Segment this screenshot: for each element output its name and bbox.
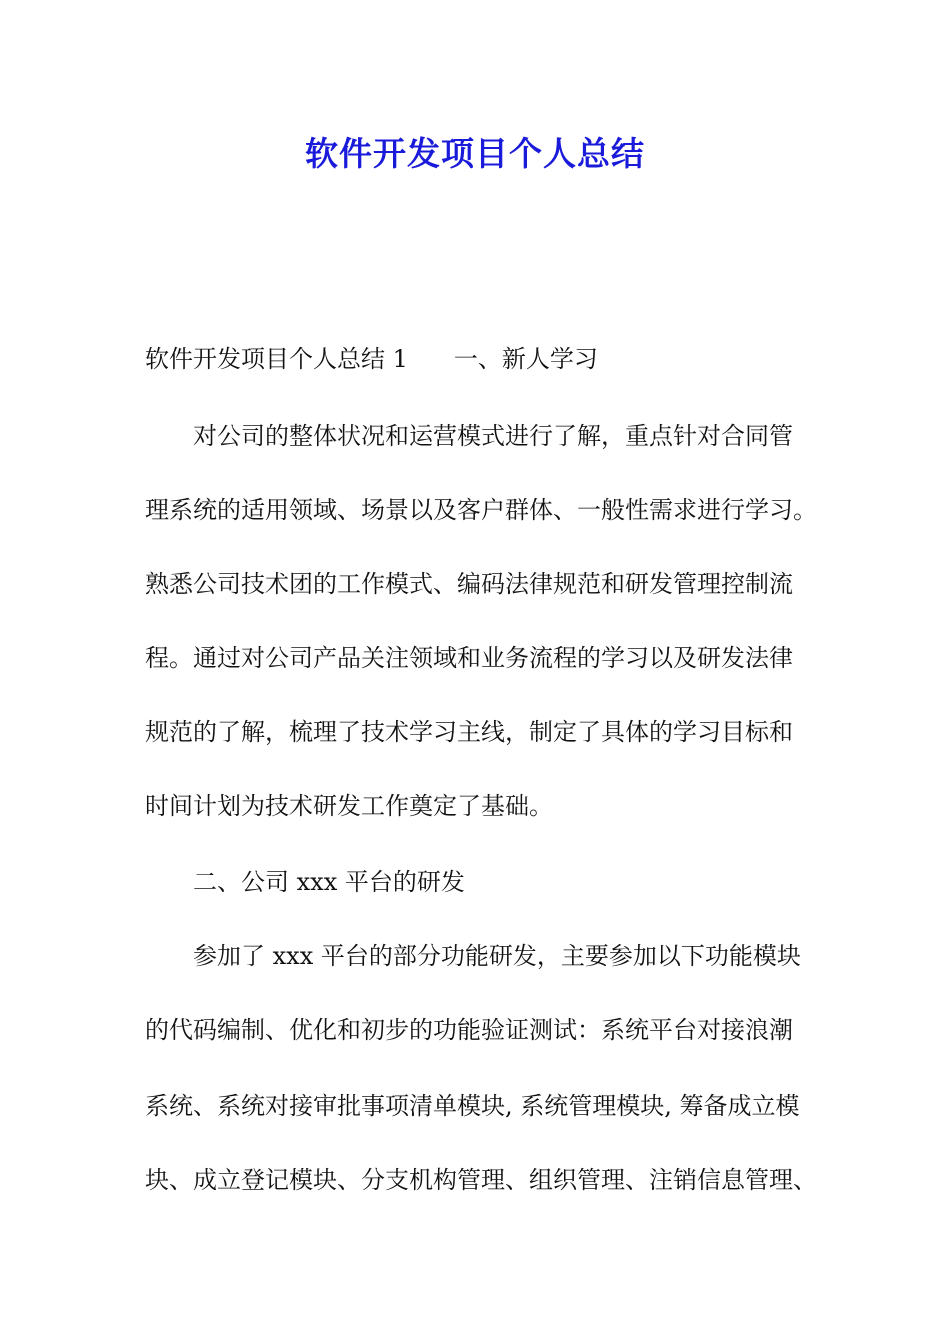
section-heading-2: 二、公司 xxx 平台的研发: [193, 868, 465, 896]
paragraph-line: 理系统的适用领域、场景以及客户群体、一般性需求进行学习。: [145, 496, 817, 524]
section-heading-1: 一、新人学习: [453, 345, 598, 373]
paragraph-line: 对公司的整体状况和运营模式进行了解，重点针对合同管: [193, 422, 793, 450]
paragraph-line: 熟悉公司技术团的工作模式、编码法律规范和研发管理控制流: [145, 570, 793, 598]
paragraph-line: 块、成立登记模块、分支机构管理、组织管理、注销信息管理、: [145, 1166, 817, 1194]
heading-line: [145, 343, 825, 375]
subtitle-label: 软件开发项目个人总结 1: [145, 345, 408, 373]
paragraph-line: 系统、系统对接审批事项清单模块, 系统管理模块, 筹备成立模: [145, 1092, 800, 1120]
document-title: 软件开发项目个人总结: [305, 134, 645, 173]
paragraph-line: 时间计划为技术研发工作奠定了基础。: [145, 792, 553, 820]
paragraph-line: 参加了 xxx 平台的部分功能研发，主要参加以下功能模块: [193, 942, 801, 970]
paragraph-line: 程。通过对公司产品关注领域和业务流程的学习以及研发法律: [145, 644, 793, 672]
paragraph-line: 规范的了解，梳理了技术学习主线，制定了具体的学习目标和: [145, 718, 793, 746]
paragraph-line: 的代码编制、优化和初步的功能验证测试：系统平台对接浪潮: [145, 1016, 793, 1044]
